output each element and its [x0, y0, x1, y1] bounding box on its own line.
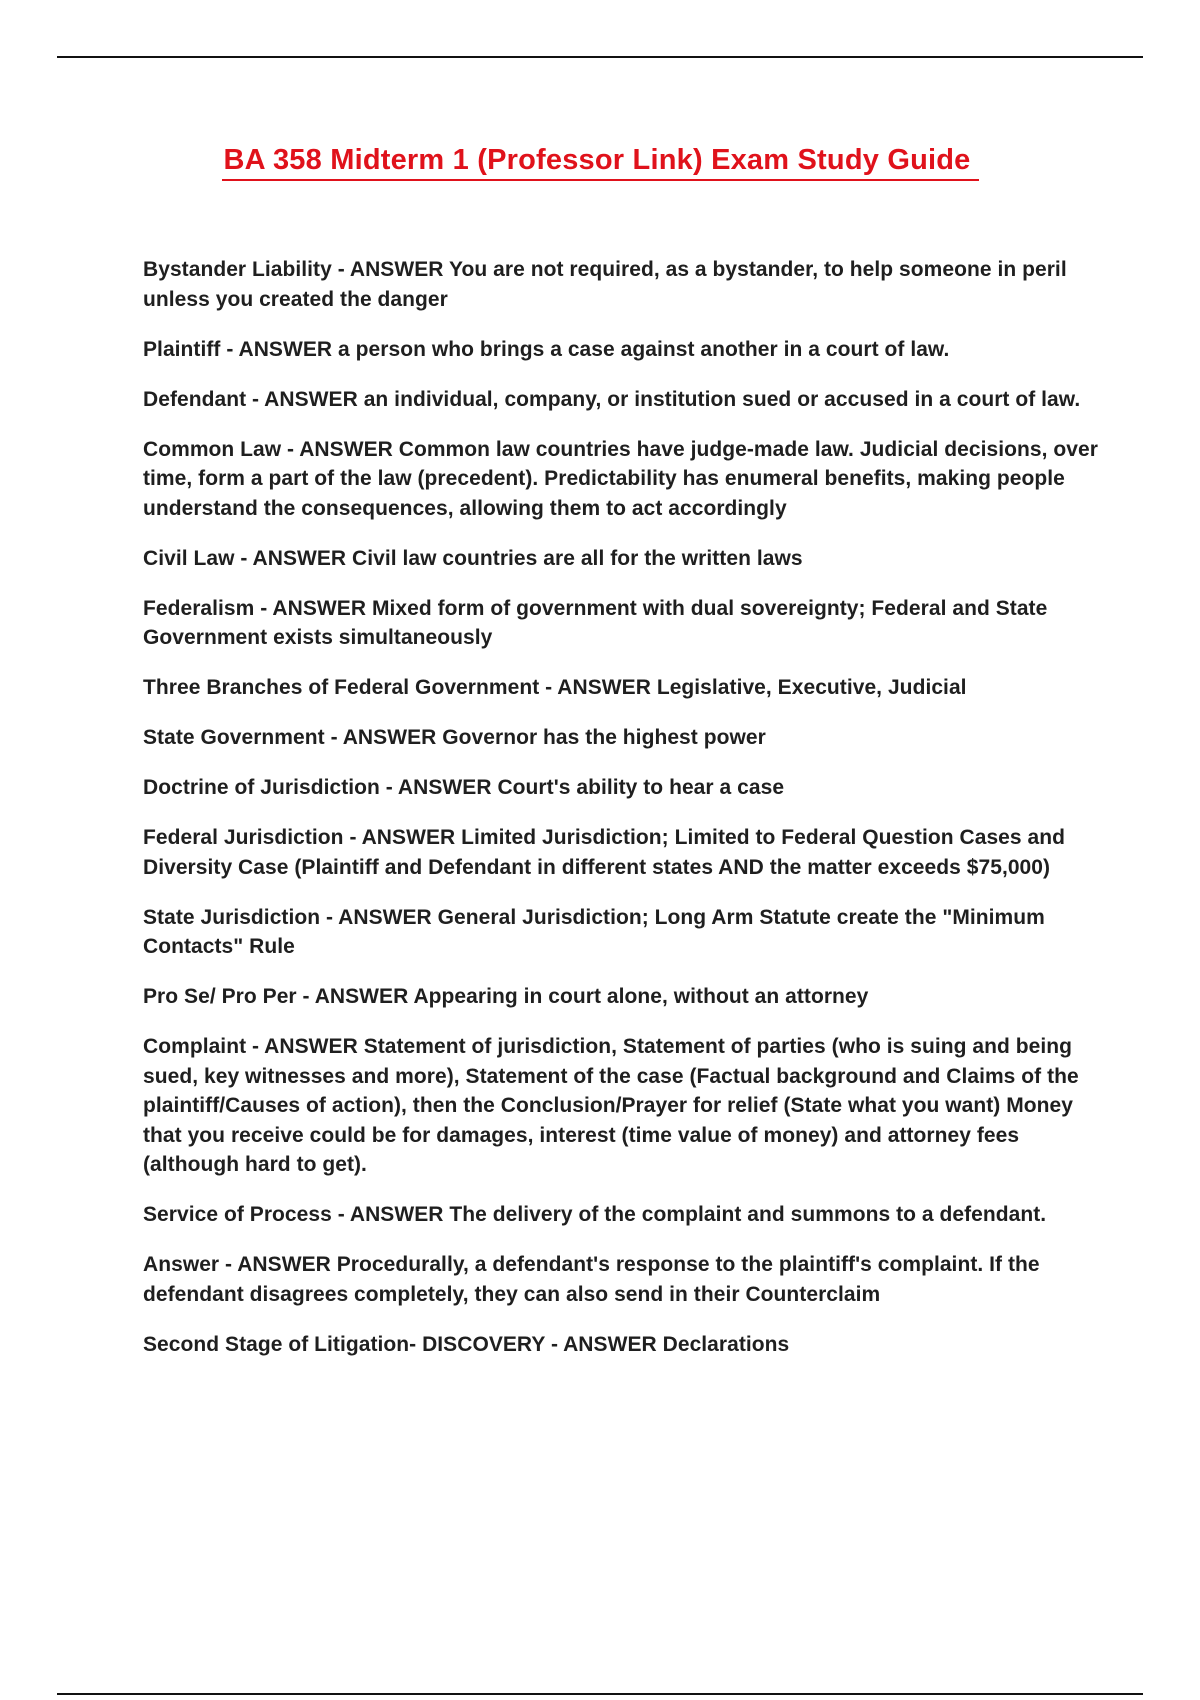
entry-complaint [143, 1032, 1098, 1180]
entry-answer: Court's ability to hear a case [497, 776, 785, 799]
answer-separator: - ANSWER [320, 905, 438, 929]
answer-separator: - ANSWER [379, 776, 498, 799]
entry-second-stage-discovery [143, 1330, 1098, 1360]
entry-answer: Procedurally, a defendant's response to the plaintiff's complaint. If the defendant disagrees completely, they can also send in their Counterclaim [143, 1253, 1040, 1306]
entry-answer: General Jurisdiction; Long Arm Statute create the "Minimum Contacts" Rule [143, 905, 1045, 958]
entry-defendant [143, 385, 1098, 415]
entry-pro-se-pro-per [143, 982, 1098, 1012]
answer-separator: - ANSWER [331, 258, 450, 281]
entry-answer: Mixed form of government with dual sovereignty; Federal and State Government exists simultaneously [143, 596, 1048, 649]
entry-civil-law [143, 544, 1098, 574]
entry-term: Complaint [143, 1035, 247, 1058]
top-divider [57, 56, 1143, 58]
answer-separator: - ANSWER [254, 596, 372, 620]
entry-term: Common Law [143, 437, 282, 461]
entry-term: Service of Process [143, 1203, 332, 1226]
document-title: BA 358 Midterm 1 (Professor Link) Exam Study Guide [222, 142, 979, 181]
entry-answer: Civil law countries are all for the written laws [352, 546, 803, 570]
entry-answer: Statement of jurisdiction, Statement of parties (who is suing and being sued, key witnesses and more), Statement of the case (Factual background and Claims of the plaintiff/Causes of action), then the Conclusion/Prayer for relief (State what you want) Money that you receive could be for damages, interest (time value of money) and attorney fees (although hard to get). [143, 1035, 1079, 1176]
entry-answer: Governor has the highest power [442, 726, 766, 749]
entry-term: Doctrine of Jurisdiction [143, 776, 380, 799]
answer-separator: - ANSWER [234, 546, 353, 570]
entry-bystander-liability [143, 255, 1098, 314]
entry-term: Civil Law [143, 546, 235, 570]
entry-answer: The delivery of the complaint and summons to a defendant. [449, 1203, 1047, 1226]
answer-separator: - ANSWER [246, 1035, 364, 1058]
entry-common-law [143, 435, 1098, 524]
entry-answer-term [143, 1250, 1098, 1309]
entry-term: Federalism [143, 596, 255, 620]
bottom-divider [57, 1693, 1143, 1695]
entry-answer: Common law countries have judge-made law. Judicial decisions, over time, form a part of the law (precedent). Predictability has enumeral benefits, making people understand the consequences, allowing them to act accordingly [143, 437, 1098, 520]
entry-term: Three Branches of Federal Government [143, 676, 540, 699]
entry-service-of-process [143, 1200, 1098, 1230]
answer-separator: - ANSWER [331, 1203, 450, 1226]
entry-doctrine-of-jurisdiction [143, 773, 1098, 803]
answer-separator: - ANSWER [281, 437, 399, 461]
entry-federal-jurisdiction [143, 823, 1098, 882]
entry-answer: Appearing in court alone, without an attorney [413, 985, 869, 1008]
entry-term: Pro Se/ Pro Per [143, 985, 297, 1008]
entry-three-branches [143, 673, 1098, 703]
answer-separator: - ANSWER [324, 726, 443, 749]
answer-separator: - ANSWER [545, 1332, 663, 1356]
entry-term: Answer [143, 1253, 220, 1276]
entry-state-government [143, 723, 1098, 753]
entry-answer: a person who brings a case against another in a court of law. [338, 337, 950, 361]
answer-separator: - ANSWER [220, 337, 339, 361]
study-guide-entries [143, 255, 1098, 1380]
entry-term: Bystander Liability [143, 258, 332, 281]
entry-term: Plaintiff [143, 337, 221, 361]
entry-answer: an individual, company, or institution sued or accused in a court of law. [363, 387, 1081, 411]
entry-state-jurisdiction [143, 903, 1098, 962]
title-container [0, 142, 1200, 181]
answer-separator: - ANSWER [296, 985, 414, 1008]
entry-term: State Jurisdiction [143, 905, 321, 929]
answer-separator: - ANSWER [343, 826, 462, 849]
answer-separator: - ANSWER [246, 387, 364, 411]
entry-answer: Legislative, Executive, Judicial [656, 676, 967, 699]
answer-separator: - ANSWER [219, 1253, 337, 1276]
entry-term: Defendant [143, 387, 247, 411]
entry-federalism [143, 594, 1098, 653]
entry-term: Federal Jurisdiction [143, 826, 344, 849]
entry-answer: Declarations [662, 1332, 790, 1356]
entry-term: Second Stage of Litigation- DISCOVERY [143, 1332, 546, 1356]
entry-plaintiff [143, 335, 1098, 365]
entry-term: State Government [143, 726, 325, 749]
entry-answer: You are not required, as a bystander, to help someone in peril unless you created the danger [143, 258, 1067, 311]
entry-answer: Limited Jurisdiction; Limited to Federal Question Cases and Diversity Case (Plaintiff and Defendant in different states AND the matter exceeds $75,000) [143, 826, 1066, 879]
answer-separator: - ANSWER [539, 676, 657, 699]
